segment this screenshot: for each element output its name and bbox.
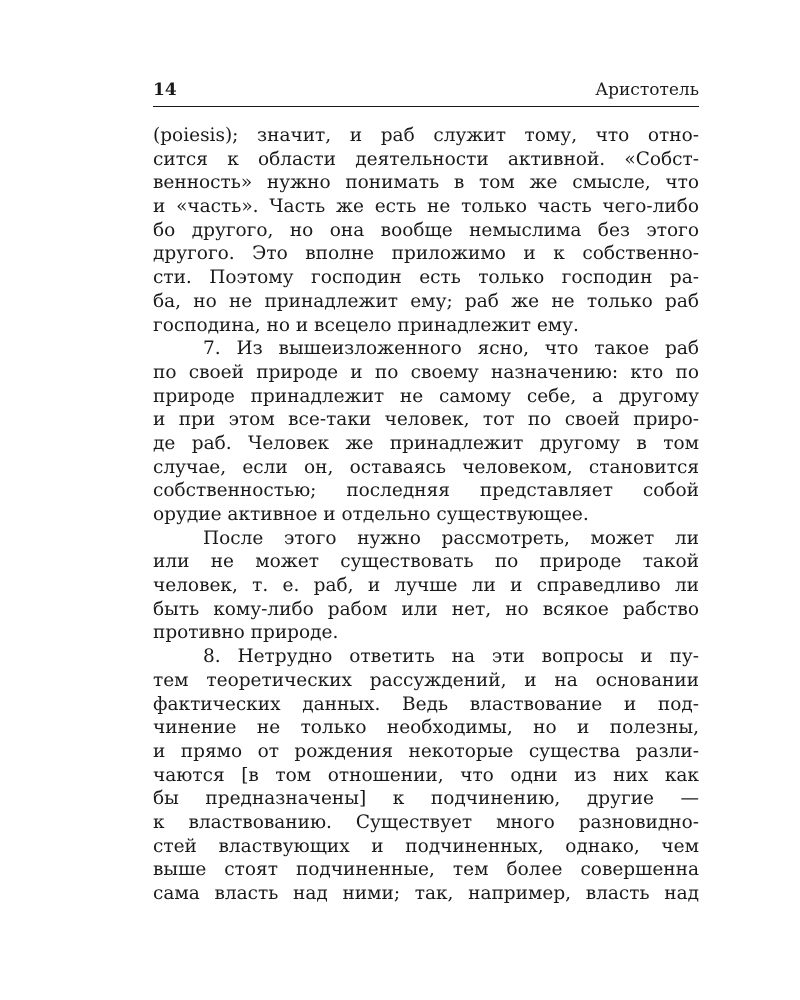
text-line: выше стоят подчиненные, тем более совершенна: [153, 859, 699, 881]
text-line: и «часть». Часть же есть не только часть чего-либо: [153, 196, 699, 218]
text-line: сится к области деятельности активной. «Собст-: [153, 148, 699, 170]
text-line: 7. Из вышеизложенного ясно, что такое раб: [203, 338, 699, 360]
text-line: чаются [в том отношении, что одни из них как: [153, 764, 699, 786]
text-line: 8. Нетрудно ответить на эти вопросы и пу-: [203, 646, 699, 668]
text-line: собственностью; последняя представляет собой: [153, 480, 699, 502]
text-line: и при этом все-таки человек, тот по своей приро-: [153, 409, 699, 431]
text-line: к властвованию. Существует много разновидно-: [153, 811, 699, 833]
text-line: природе принадлежит не самому себе, а другому: [153, 385, 699, 407]
text-line: случае, если он, оставаясь человеком, становится: [153, 456, 699, 478]
text-line: и прямо от рождения некоторые существа разли-: [153, 740, 699, 762]
book-page: [153, 80, 699, 906]
text-line: противно природе.: [153, 622, 339, 644]
text-line: бы предназначены] к подчинению, другие —: [153, 788, 699, 810]
text-line: сти. Поэтому господин есть только господин ра-: [153, 267, 699, 289]
text-line: де раб. Человек же принадлежит другому в том: [153, 432, 699, 454]
text-line: ба, но не принадлежит ему; раб же не только раб: [153, 290, 699, 312]
text-line: стей властвующих и подчиненных, однако, чем: [153, 835, 699, 857]
text-line: человек, т. е. раб, и лучше ли и справедливо ли: [153, 575, 699, 597]
text-line: или не может существовать по природе такой: [153, 551, 699, 573]
text-line: венность» нужно понимать в том же смысле, что: [153, 172, 699, 194]
text-line: господина, но и всецело принадлежит ему.: [153, 314, 579, 336]
text-line: чинение не только необходимы, но и полезны,: [153, 717, 699, 739]
text-line: сама власть над ними; так, например, власть над: [153, 883, 699, 904]
page-number: 14: [153, 80, 177, 100]
text-line: тем теоретических рассуждений, и на основании: [153, 669, 699, 691]
text-line: по своей природе и по своему назначению: кто по: [153, 361, 699, 383]
text-line: быть кому-либо рабом или нет, но всякое рабство: [153, 598, 699, 620]
running-title: Аристотель: [595, 80, 699, 100]
text-line: бо другого, но она вообще немыслима без этого: [153, 219, 699, 241]
text-line: После этого нужно рассмотреть, может ли: [203, 527, 699, 549]
running-head: [153, 80, 699, 107]
body-text: [153, 124, 699, 906]
text-line: фактических данных. Ведь властвование и под-: [153, 693, 699, 715]
text-line: другого. Это вполне приложимо и к собственно-: [153, 243, 699, 265]
text-line: орудие активное и отдельно существующее.: [153, 504, 589, 525]
text-line: (poiesis); значит, и раб служит тому, что отно-: [153, 125, 699, 146]
